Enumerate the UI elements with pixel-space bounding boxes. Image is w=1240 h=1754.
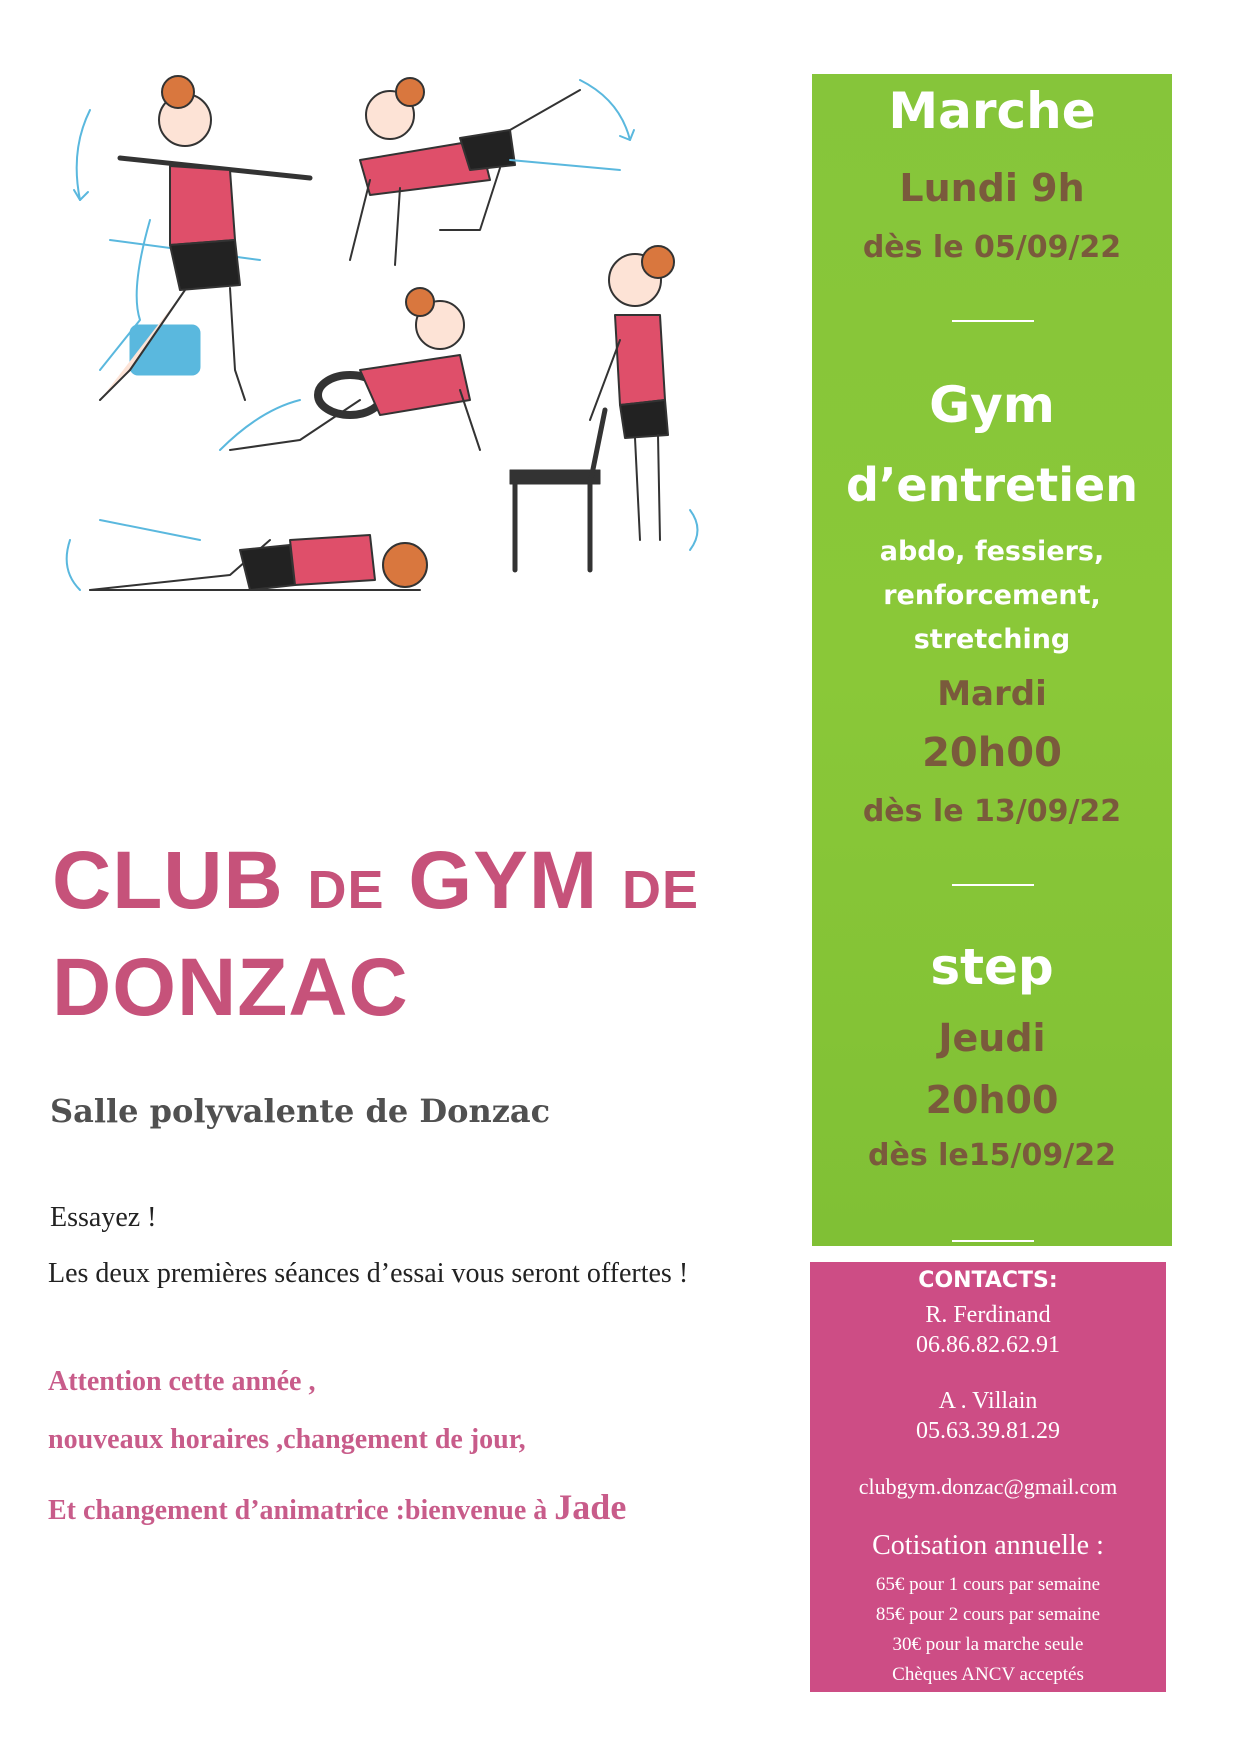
contact-2-name: A . Villain bbox=[938, 1388, 1038, 1414]
gym-desc-line3: stretching bbox=[913, 624, 1071, 655]
step-start: dès le15/09/22 bbox=[868, 1138, 1116, 1173]
fee-heading: Cotisation annuelle : bbox=[872, 1530, 1104, 1561]
gym-activity-line1: Gym bbox=[929, 376, 1055, 434]
notice-line-3 bbox=[48, 1486, 626, 1528]
figure-lying-bridge bbox=[67, 520, 427, 590]
contact-1-name: R. Ferdinand bbox=[925, 1302, 1051, 1328]
marche-activity: Marche bbox=[888, 82, 1096, 140]
contacts-heading: CONTACTS: bbox=[918, 1268, 1058, 1293]
gym-activity-line2: d’entretien bbox=[846, 458, 1138, 512]
gym-desc-line2: renforcement, bbox=[883, 580, 1101, 611]
instructor-name: Jade bbox=[554, 1487, 627, 1527]
notice-line-1: Attention cette année , bbox=[48, 1366, 316, 1397]
gym-start: dès le 13/09/22 bbox=[862, 794, 1122, 829]
fee-line-4: Chèques ANCV acceptés bbox=[892, 1664, 1084, 1685]
fee-line-2: 85€ pour 2 cours par semaine bbox=[875, 1604, 1101, 1625]
figure-leg-lift bbox=[350, 78, 634, 265]
notice-line-3-prefix: Et changement d’animatrice :bienvenue à bbox=[48, 1495, 555, 1526]
step-time: 20h00 bbox=[925, 1078, 1059, 1122]
marche-day: Lundi 9h bbox=[899, 166, 1085, 210]
divider bbox=[952, 1240, 1034, 1242]
figure-kneeling-ring bbox=[220, 288, 480, 450]
step-day: Jeudi bbox=[938, 1016, 1046, 1060]
offer-text: Les deux premières séances d’essai vous seront offertes ! bbox=[48, 1258, 689, 1289]
contact-2-phone: 05.63.39.81.29 bbox=[916, 1418, 1060, 1444]
divider bbox=[952, 884, 1034, 886]
gym-time: 20h00 bbox=[922, 730, 1062, 776]
try-text: Essayez ! bbox=[50, 1202, 157, 1233]
fee-line-1: 65€ pour 1 cours par semaine bbox=[875, 1574, 1101, 1595]
venue-text: Salle polyvalente de Donzac bbox=[50, 1092, 551, 1130]
schedule-panel bbox=[812, 74, 1172, 1246]
contact-1-phone: 06.86.82.62.91 bbox=[916, 1332, 1060, 1358]
figure-bar-squat bbox=[74, 76, 310, 400]
step-activity: step bbox=[930, 938, 1054, 996]
gym-desc-line1: abdo, fessiers, bbox=[879, 536, 1105, 567]
contacts-panel bbox=[810, 1262, 1166, 1692]
fee-line-3: 30€ pour la marche seule bbox=[892, 1634, 1084, 1655]
divider bbox=[952, 320, 1034, 322]
club-title: CLUB DE GYM DE DONZAC bbox=[52, 835, 699, 1033]
notice-line-2: nouveaux horaires ,changement de jour, bbox=[48, 1424, 526, 1455]
exercise-illustration bbox=[60, 70, 780, 680]
gym-day: Mardi bbox=[937, 674, 1047, 714]
marche-start: dès le 05/09/22 bbox=[862, 230, 1122, 265]
contact-email[interactable]: clubgym.donzac@gmail.com bbox=[858, 1474, 1118, 1499]
figure-chair-calf-raise bbox=[510, 246, 698, 570]
